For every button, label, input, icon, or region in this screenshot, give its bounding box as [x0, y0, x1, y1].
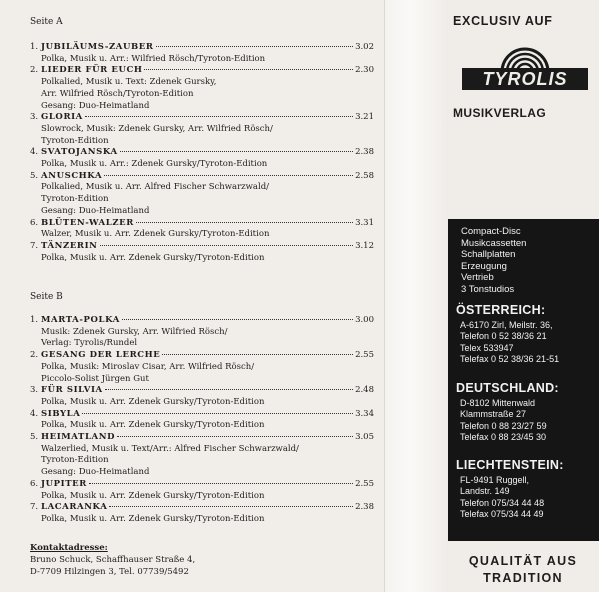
- region-line: Telex 533947: [460, 342, 514, 353]
- track-credit: Polka, Musik u. Arr.: Wilfried Rösch/Tyroton-Edition: [41, 53, 266, 64]
- track-credit: Tyroton-Edition: [41, 194, 109, 205]
- side-b-tracklist: [30, 315, 374, 526]
- track-row: [30, 479, 374, 491]
- track-duration: 3.21: [355, 112, 374, 123]
- track-title: SIBYLA: [41, 408, 81, 419]
- track-title: MARTA-POLKA: [41, 315, 120, 325]
- region-name: LIECHTENSTEIN:: [456, 458, 564, 472]
- leader-dots: [120, 151, 353, 152]
- track-title: GESANG DER LERCHE: [41, 350, 161, 361]
- track-duration: 2.48: [355, 385, 374, 396]
- track-row: [30, 218, 374, 230]
- track-item: [30, 171, 374, 218]
- track-duration: 3.31: [355, 217, 374, 228]
- track-credit: Polkalied, Musik u. Text: Zdenek Gursky,: [41, 77, 217, 88]
- track-number: 1.: [30, 315, 39, 325]
- publisher-name: MUSIKVERLAG: [453, 106, 547, 120]
- service-item: Compact-Disc: [461, 226, 521, 237]
- cassette-spine: [384, 0, 449, 592]
- track-duration: 3.02: [355, 42, 374, 52]
- region-name: DEUTSCHLAND:: [456, 381, 559, 395]
- leader-dots: [89, 483, 353, 484]
- track-credit: Polka, Musik u. Arr. Zdenek Gursky/Tyroton-Edition: [41, 513, 265, 524]
- region-line: Telefon 0 52 38/36 21: [460, 331, 547, 342]
- region-line: Telefax 0 52 38/36 21-51: [460, 354, 560, 365]
- track-item: [30, 385, 374, 408]
- track-number: 5.: [30, 432, 39, 443]
- leader-dots: [122, 319, 353, 320]
- track-row: [30, 409, 374, 421]
- track-credit: Tyroton-Edition: [41, 135, 109, 146]
- track-item: [30, 65, 374, 112]
- track-credit: Polka, Musik u. Arr. Zdenek Gursky/Tyroton-Edition: [41, 490, 265, 501]
- track-row: [30, 241, 374, 253]
- track-number: 7.: [30, 240, 39, 251]
- leader-dots: [117, 436, 353, 437]
- contact-line: D-7709 Hilzingen 3, Tel. 07739/5492: [30, 566, 189, 577]
- track-row: [30, 432, 374, 444]
- track-credit: Polka, Musik u. Arr. Zdenek Gursky/Tyroton-Edition: [41, 252, 265, 263]
- track-duration: 2.55: [355, 478, 374, 489]
- track-duration: 2.38: [355, 147, 374, 158]
- track-number: 3.: [30, 112, 39, 123]
- leader-dots: [82, 413, 353, 414]
- region-line: Telefax 075/34 44 49: [460, 509, 544, 520]
- track-credit: Polka, Musik u. Arr.: Zdenek Gursky/Tyroton-Edition: [41, 159, 268, 170]
- track-credit: Gesang: Duo-Heimatland: [41, 100, 150, 111]
- leader-dots: [100, 245, 354, 246]
- track-duration: 3.34: [355, 408, 374, 419]
- track-credit: Musik: Zdenek Gursky, Arr. Wilfried Rösch/: [41, 326, 228, 337]
- logo-wordmark: TYROLIS: [462, 68, 588, 90]
- contact-title: Kontaktadresse:: [30, 543, 108, 553]
- region-block: [456, 383, 559, 444]
- track-row: [30, 112, 374, 124]
- service-item: Musikcassetten: [461, 237, 527, 249]
- track-title: FÜR SILVIA: [41, 385, 103, 396]
- leader-dots: [136, 222, 353, 223]
- leader-dots: [85, 116, 353, 117]
- track-duration: 2.58: [355, 170, 374, 181]
- slogan-line: TRADITION: [483, 571, 563, 585]
- leader-dots: [162, 354, 353, 355]
- leader-dots: [104, 175, 353, 176]
- region-line: A-6170 Zirl, Meilstr. 36,: [460, 319, 553, 330]
- side-a-heading: Seite A: [30, 17, 63, 27]
- track-credit: Arr. Wilfried Rösch/Tyroton-Edition: [41, 88, 194, 99]
- track-number: 4.: [30, 408, 39, 419]
- track-row: [30, 385, 374, 397]
- region-name: ÖSTERREICH:: [456, 303, 546, 317]
- track-row: [30, 65, 374, 77]
- track-credit: Polka, Musik u. Arr. Zdenek Gursky/Tyroton-Edition: [41, 420, 265, 431]
- track-duration: 3.00: [355, 315, 374, 325]
- track-title: HEIMATLAND: [41, 432, 116, 443]
- track-title: JUPITER: [41, 478, 87, 489]
- track-item: [30, 147, 374, 170]
- contact-address: [30, 543, 195, 578]
- track-title: BLÜTEN-WALZER: [41, 217, 134, 228]
- track-credit: Polka, Musik u. Arr. Zdenek Gursky/Tyroton-Edition: [41, 396, 265, 407]
- track-credit: Verlag: Tyrolis/Rundel: [41, 338, 138, 349]
- contact-info-box: [448, 219, 599, 541]
- region-block: [456, 460, 564, 521]
- leader-dots: [144, 69, 353, 70]
- region-line: Klammstraße 27: [460, 409, 527, 420]
- track-number: 7.: [30, 502, 39, 513]
- region-line: Landstr. 149: [460, 486, 510, 497]
- track-number: 1.: [30, 42, 39, 52]
- track-item: [30, 502, 374, 525]
- track-item: [30, 42, 374, 65]
- track-credit: Gesang: Duo-Heimatland: [41, 205, 150, 216]
- track-duration: 3.05: [355, 432, 374, 443]
- track-row: [30, 350, 374, 362]
- contact-line: Bruno Schuck, Schaffhauser Straße 4,: [30, 554, 196, 565]
- track-row: [30, 315, 374, 327]
- leader-dots: [105, 389, 353, 390]
- track-credit: Tyroton-Edition: [41, 455, 109, 466]
- track-item: [30, 432, 374, 479]
- track-row: [30, 42, 374, 54]
- side-a-tracklist: [30, 42, 374, 264]
- track-credit: Polkalied, Musik u. Arr. Alfred Fischer Schwarzwald/: [41, 182, 270, 193]
- track-title: LACARANKA: [41, 502, 108, 513]
- track-item: [30, 112, 374, 147]
- region-line: Telefon 0 88 23/27 59: [460, 420, 547, 431]
- track-credit: Polka, Musik: Miroslav Cisar, Arr. Wilfried Rösch/: [41, 361, 255, 372]
- track-title: GLORIA: [41, 112, 83, 123]
- track-number: 4.: [30, 147, 39, 158]
- track-item: [30, 218, 374, 241]
- track-title: SVATOJANSKA: [41, 147, 118, 158]
- track-item: [30, 479, 374, 502]
- region-line: FL-9491 Ruggell,: [460, 474, 530, 485]
- services-list: [461, 226, 526, 295]
- track-row: [30, 147, 374, 159]
- track-title: LIEDER FÜR EUCH: [41, 65, 143, 76]
- track-number: 3.: [30, 385, 39, 396]
- track-number: 2.: [30, 350, 39, 361]
- leader-dots: [156, 46, 354, 47]
- slogan-line: QUALITÄT AUS: [468, 554, 578, 568]
- service-item: Schallplatten: [461, 249, 516, 260]
- track-item: [30, 409, 374, 432]
- service-item: Vertrieb: [461, 272, 494, 283]
- track-credit: Walzer, Musik u. Arr. Zdenek Gursky/Tyroton-Edition: [41, 229, 270, 240]
- track-item: [30, 241, 374, 264]
- track-duration: 2.55: [355, 350, 374, 361]
- service-item: Erzeugung: [461, 260, 507, 272]
- tyrolis-logo: [462, 44, 588, 100]
- track-duration: 2.30: [355, 65, 374, 76]
- track-credit: Gesang: Duo-Heimatland: [41, 467, 150, 478]
- track-title: TÄNZERIN: [41, 240, 98, 251]
- leader-dots: [109, 506, 353, 507]
- track-credit: Piccolo-Solist Jürgen Gut: [41, 373, 149, 384]
- track-duration: 2.38: [355, 502, 374, 513]
- service-item: 3 Tonstudios: [461, 283, 515, 295]
- slogan: [453, 553, 593, 587]
- track-title: ANUSCHKA: [41, 170, 103, 181]
- track-row: [30, 502, 374, 514]
- track-number: 6.: [30, 217, 39, 228]
- track-title: JUBILÄUMS-ZAUBER: [41, 42, 154, 52]
- track-number: 5.: [30, 170, 39, 181]
- track-item: [30, 350, 374, 385]
- region-line: Telefax 0 88 23/45 30: [460, 432, 547, 443]
- track-credit: Slowrock, Musik: Zdenek Gursky, Arr. Wilfried Rösch/: [41, 123, 273, 134]
- track-item: [30, 315, 374, 350]
- side-b-heading: Seite B: [30, 292, 63, 302]
- region-line: Telefon 075/34 44 48: [460, 497, 545, 508]
- track-number: 6.: [30, 478, 39, 489]
- track-credit: Walzerlied, Musik u. Text/Arr.: Alfred Fischer Schwarzwald/: [41, 443, 299, 454]
- track-row: [30, 171, 374, 183]
- track-duration: 3.12: [355, 240, 374, 251]
- region-block: [456, 305, 559, 366]
- track-number: 2.: [30, 65, 39, 76]
- region-line: D-8102 Mittenwald: [460, 397, 536, 408]
- exclusive-heading: EXCLUSIV AUF: [453, 14, 553, 28]
